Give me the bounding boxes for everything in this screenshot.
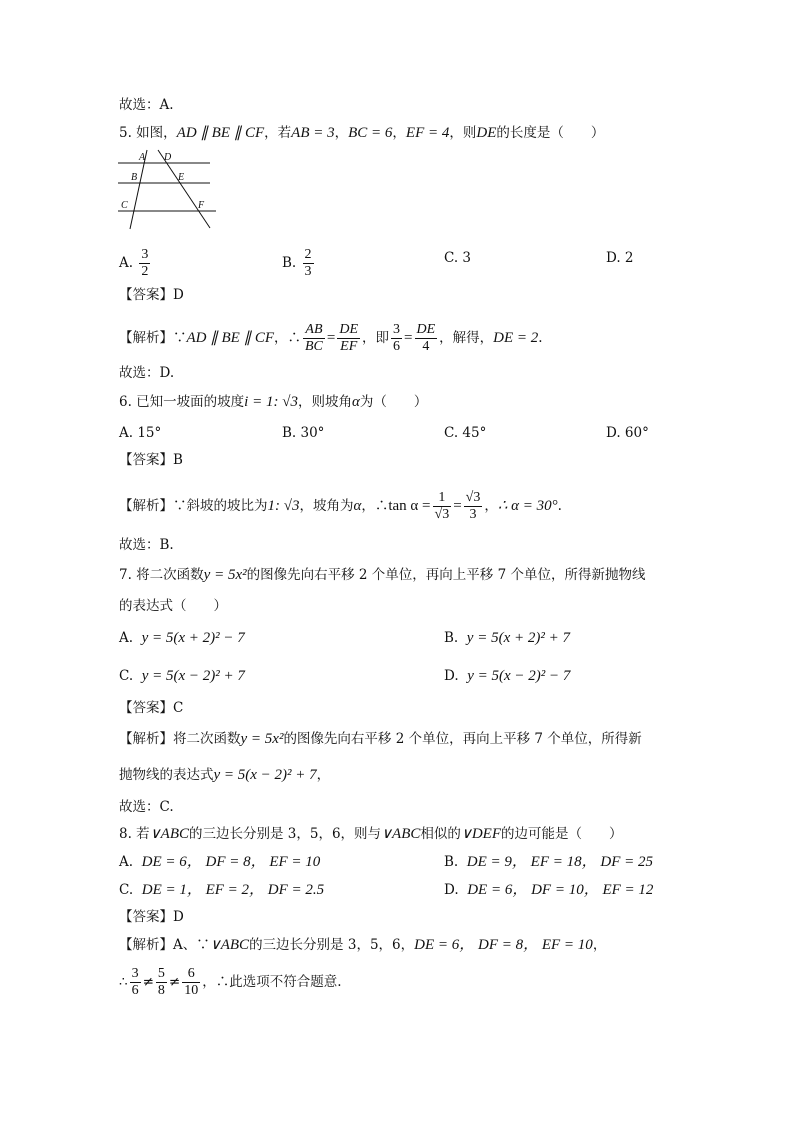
answer-end-q5: 故选：D. [119, 365, 175, 381]
label-f: F [198, 200, 205, 211]
answer-end-q4: 故选：A. [119, 97, 174, 113]
question-7-stem: 7. 将二次函数y = 5x²的图像先向右平移 2 个单位，再向上平移 7 个单位，所得新抛物线 [119, 567, 646, 583]
q5-stem-text-c: ，则 [449, 125, 477, 141]
q7-explanation: 【解析】将二次函数y = 5x²的图像先向右平移 2 个单位，再向上平移 7 个单位，所得新 [119, 731, 642, 747]
q5-option-c: C. 3 [444, 250, 472, 266]
answer-end-q6: 故选：B. [119, 537, 174, 553]
q7-explanation-2: 抛物线的表达式y = 5(x − 2)² + 7， [119, 767, 331, 783]
q5-stem-text-d: 的长度是（ ） [496, 125, 605, 141]
q8-option-d: D. DE = 6， DF = 10， EF = 12 [444, 882, 654, 898]
label-d: D [164, 152, 172, 163]
label-a: A [139, 152, 146, 163]
q5-option-b: B. $\frac{2}{3}$ [282, 247, 312, 279]
q6-option-d: D. 60° [606, 425, 649, 441]
q5-stem-text-b: ，若 [264, 125, 292, 141]
q5-stem-text: 5. 如图， [119, 125, 177, 141]
q7-option-b: B. y = 5(x + 2)² + 7 [444, 630, 570, 646]
q6-option-b: B. 30° [282, 425, 325, 441]
q5-figure [118, 149, 218, 231]
question-5-stem: 5. 如图，AD ∥ BE ∥ CF，若AB = 3，BC = 6，EF = 4，则DE的长度是（ ） [119, 125, 605, 141]
q7-answer: 【答案】C [119, 700, 184, 716]
question-8-stem: 8. 若∨ABC的三边长分别是 3，5，6，则与∨ABC相似的∨DEF的边可能是（ ） [119, 826, 623, 842]
q5-bc: BC = 6 [348, 125, 393, 141]
q6-answer: 【答案】B [119, 452, 183, 468]
q8-option-c: C. DE = 1， EF = 2， DF = 2.5 [119, 882, 325, 898]
q8-answer: 【答案】D [119, 909, 184, 925]
question-6-stem: 6. 已知一坡面的坡度i = 1: √3，则坡角α为（ ） [119, 394, 428, 410]
q6-explanation: 【解析】∵斜坡的坡比为1: √3，坡角为α，∴tan α = $\frac{1}{√3}$ = $\frac{√3}{3}$ ，∴ α = 30°. [119, 490, 562, 522]
q5-option-a: A. $\frac{3}{2}$ [119, 247, 149, 279]
q5-ab: AB = 3 [291, 125, 335, 141]
q5-parallel: AD ∥ BE ∥ CF [176, 125, 265, 141]
q7-option-c: C. y = 5(x − 2)² + 7 [119, 668, 245, 684]
q8-option-b: B. DE = 9， EF = 18， DF = 25 [444, 854, 653, 870]
question-7-stem-2: 的表达式（ ） [119, 598, 227, 614]
q8-explanation-2: ∴ $\frac{3}{6}$ ≠ $\frac{5}{8}$ ≠ $\frac{6}{10}$ ，∴此选项不符合题意. [119, 966, 342, 998]
label-e: E [178, 172, 185, 183]
q6-option-c: C. 45° [444, 425, 487, 441]
q8-explanation: 【解析】A、∵∨ABC的三边长分别是 3，5，6，DE = 6， DF = 8， EF = 10， [119, 937, 607, 953]
q5-option-d: D. 2 [606, 250, 634, 266]
q5-explanation: 【解析】∵AD ∥ BE ∥ CF，∴ $\frac{AB}{BC}$ = $\frac{DE}{EF}$ ，即 $\frac{3}{6}$ = $\frac{DE}{4}$ ，解得，DE = 2. [119, 322, 543, 354]
q8-option-a: A. DE = 6， DF = 8， EF = 10 [119, 854, 321, 870]
q5-answer: 【答案】D [119, 287, 184, 303]
q7-option-d: D. y = 5(x − 2)² − 7 [444, 668, 571, 684]
label-b: B [131, 172, 138, 183]
q6-option-a: A. 15° [119, 425, 162, 441]
q7-option-a: A. y = 5(x + 2)² − 7 [119, 630, 245, 646]
label-c: C [121, 200, 128, 211]
q5-de: DE [476, 125, 497, 141]
q5-ef: EF = 4 [405, 125, 450, 141]
answer-end-q7: 故选：C. [119, 799, 174, 815]
